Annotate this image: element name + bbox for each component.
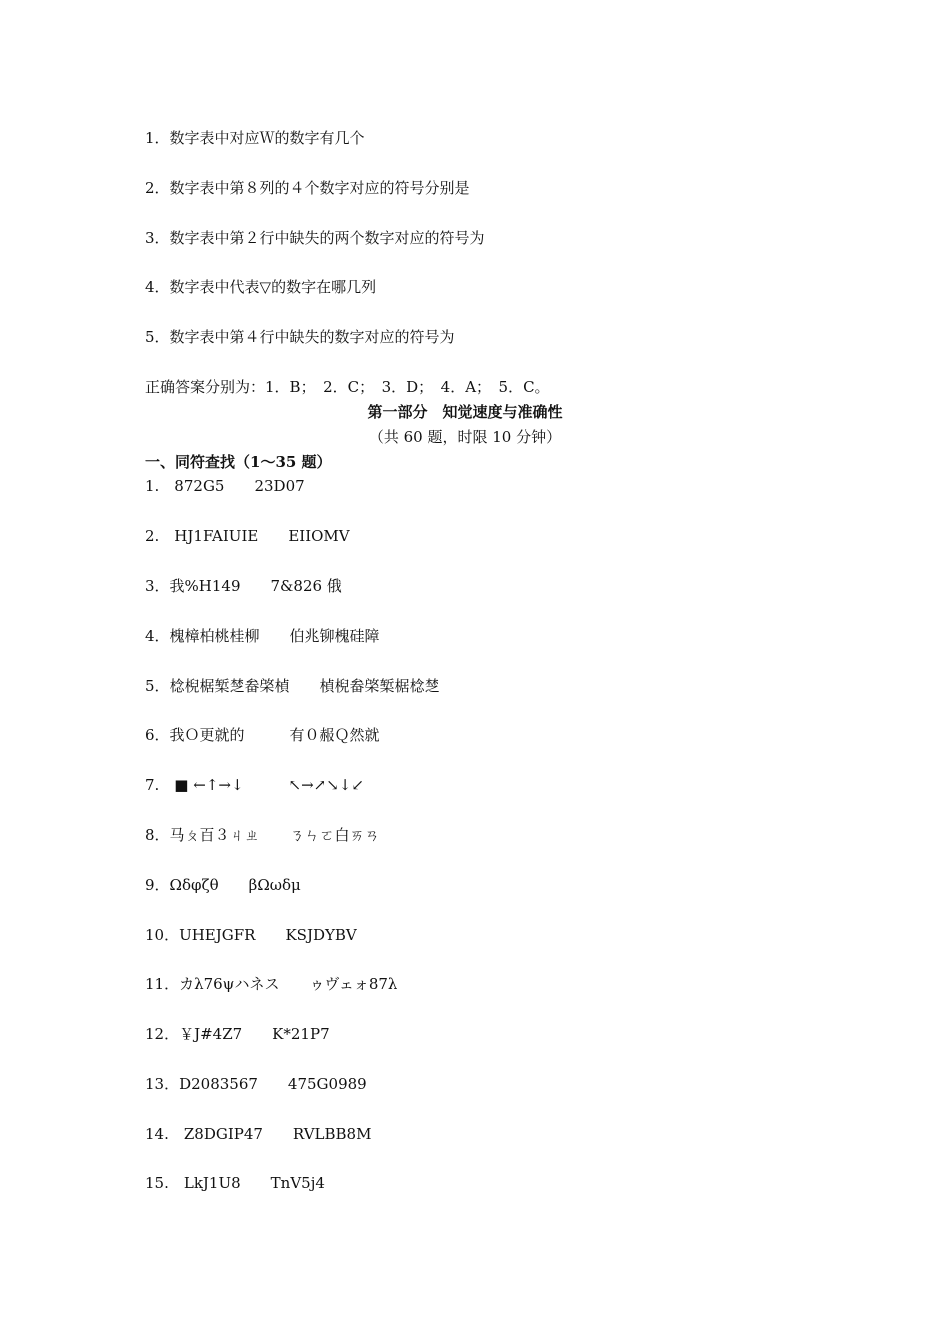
option-row [145, 947, 785, 972]
option-row [145, 848, 785, 873]
question-text: 2. HJ1FAIUIE EIIOMV [145, 527, 350, 546]
section-title: 一、同符查找（1～35 题） [145, 452, 332, 471]
question-text: 11．カλ76ψハネス ゥヴェォ87λ [145, 975, 398, 994]
part-subtitle: （共 60 题，时限 10 分钟） [368, 427, 562, 446]
section-question-block [145, 474, 785, 1221]
question-text: 6．我Ｏ更就的 有０赧Ｑ然就 [145, 726, 380, 745]
option-row [145, 300, 785, 325]
option-row [145, 201, 785, 226]
question-text: 14. Z8DGIP47 RVLBB8M [145, 1124, 372, 1143]
question-text: 4．数字表中代表▽的数字在哪几列 [145, 278, 377, 297]
option-row [145, 250, 785, 275]
question-text: 3．我%H149 7&826 俄 [145, 577, 342, 596]
question-text: 5．数字表中第４行中缺失的数字对应的符号为 [145, 328, 455, 347]
answers-line: 正确答案分别为：1．B； 2．C； 3．D； 4．A； 5．C。 [145, 377, 550, 396]
intro-question-block [145, 126, 785, 375]
document-content [145, 126, 785, 1221]
option-row [145, 1147, 785, 1172]
option-row [145, 1196, 785, 1221]
option-row [145, 748, 785, 773]
option-row [145, 997, 785, 1022]
option-row [145, 549, 785, 574]
question-text: 13．D2083567 475G0989 [145, 1074, 367, 1093]
question-text: 4．槐樟柏桃桂柳 伯兆铆槐硅障 [145, 626, 380, 645]
question-text: 15. LkJ1U8 TnV5j4 [145, 1174, 325, 1193]
question-text: 1．数字表中对应Ｗ的数字有几个 [145, 129, 365, 147]
option-row [145, 1047, 785, 1072]
option-row [145, 1097, 785, 1122]
option-row [145, 499, 785, 524]
question-text: 2．数字表中第８列的４个数字对应的符号分别是 [145, 178, 470, 197]
question-text: 1. 872G5 23D07 [145, 477, 305, 496]
question-text: 9．Ωδφζθ βΩωδμ [145, 875, 301, 894]
option-row [145, 599, 785, 624]
question-text: 8．马ㄆ百３ㄐㄓ ㄋㄣㄛ白ㄞㄢ [145, 825, 380, 844]
question-text: 3．数字表中第２行中缺失的两个数字对应的符号为 [145, 228, 485, 247]
option-row [145, 350, 785, 375]
option-row [145, 698, 785, 723]
question-text: 12．￥J#4Z7 K*21P7 [145, 1025, 330, 1044]
option-row [145, 898, 785, 923]
question-text: 10．UHEJGFR KSJDYBV [145, 925, 357, 944]
option-row [145, 151, 785, 176]
question-text: 7. ■ ←↑→↓ ↖→↗↘↓↙ [145, 776, 364, 795]
part-title: 第一部分 知觉速度与准确性 [367, 402, 563, 421]
option-row [145, 798, 785, 823]
option-row [145, 649, 785, 674]
question-text: 5．棯棿椐椠椘畚棨楨 楨棿畚棨椠椐棯椘 [145, 676, 440, 695]
